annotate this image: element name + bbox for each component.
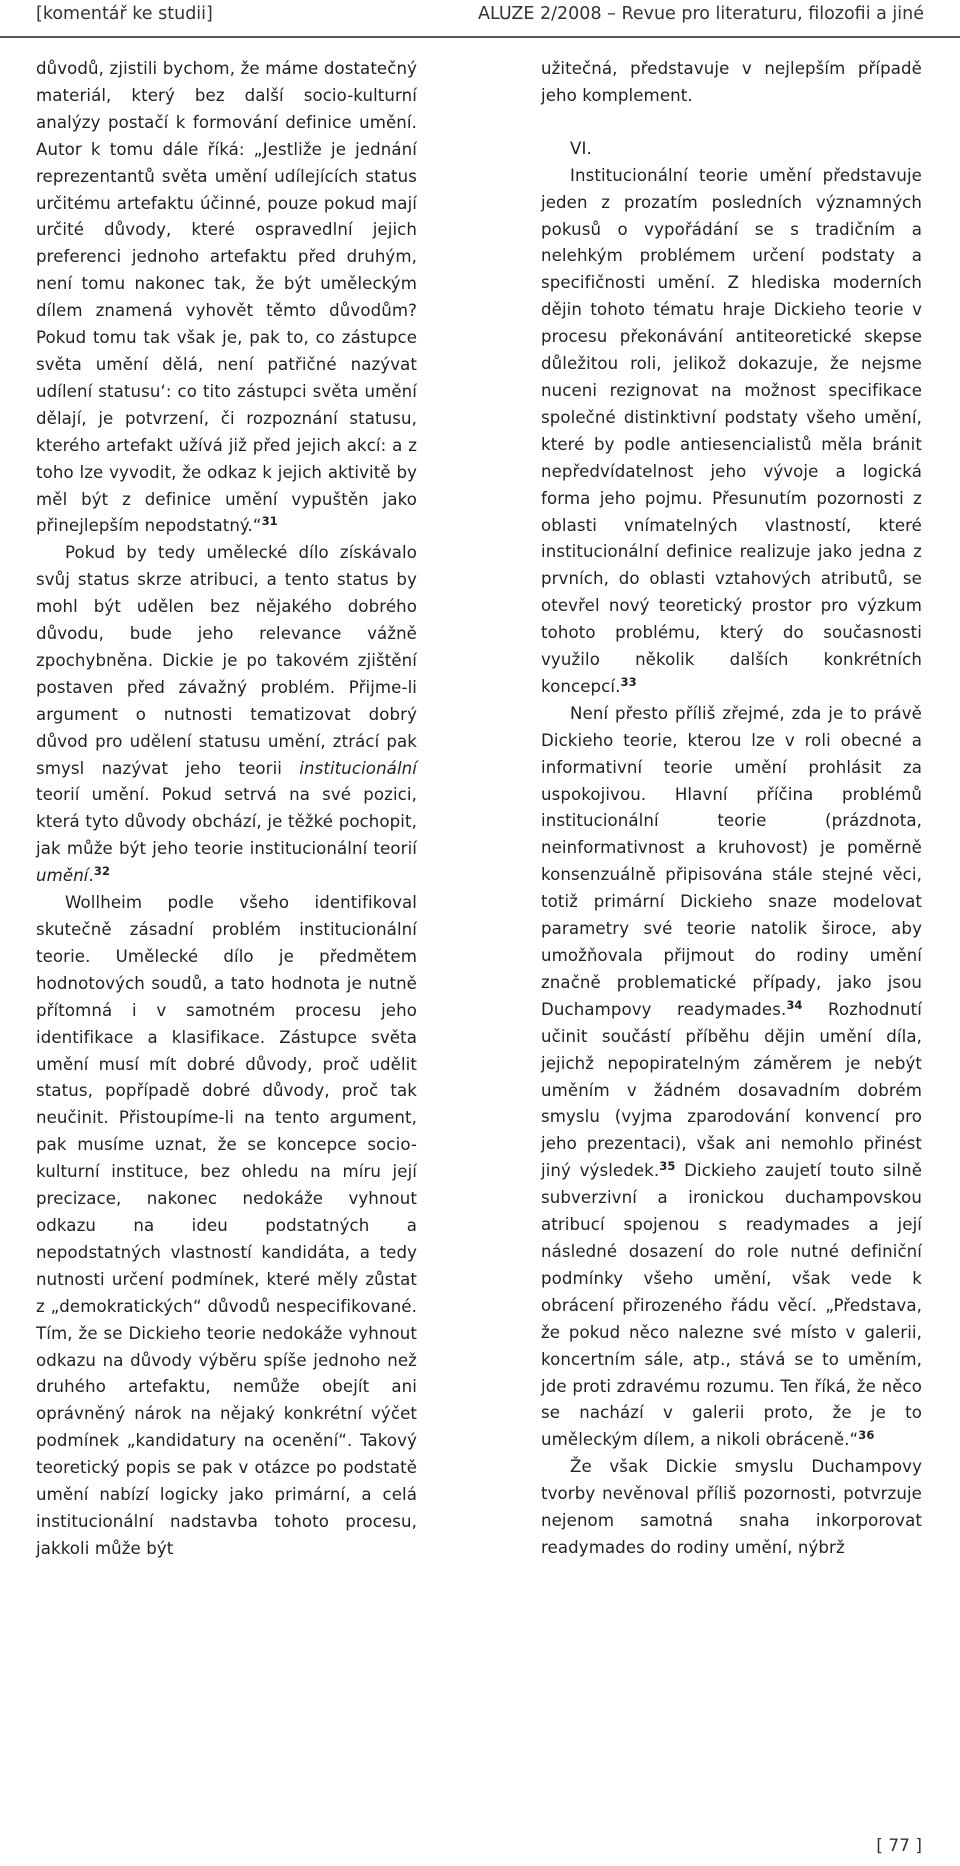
footnote-ref[interactable]: 31 [261, 514, 278, 529]
paragraph: užitečná, představuje v nejlepším případě jeho komplement. [541, 59, 922, 105]
journal-title: ALUZE 2/2008 – Revue pro literaturu, filozofii a jiné [478, 4, 924, 24]
running-header [0, 0, 960, 38]
paragraph: důvodů, zjistili bychom, že máme dostatečný materiál, který bez další socio-kulturní analýzy postačí k formování definice umění. Autor k tomu dále říká: „Jestliže je jednání reprezentantů světa umění udílejících status určitému artefaktu účinné, pouze pokud mají určité důvody, které ospravedlní jejich preferenci jednoho artefaktu před druhým, není tomu nakonec tak, že být uměleckým dílem znamená vyhovět těmto důvodům? Pokud tomu tak však je, pak to, co zástupce světa umění dělá, není patřičné nazývat udílení statusu‘: co tito zástupci světa umění dělají, je potvrzení, či rozpoznání statusu, kterého artefakt užívá již před jejich akcí: a z toho lze vyvodit, že odkaz k jejich aktivitě by měl být z definice umění vypuštěn jako přinejlepším nepodstatný.“$^{31}$ [36, 59, 417, 536]
footnote-ref[interactable]: 35 [659, 1159, 676, 1174]
paragraph: Není přesto příliš zřejmé, zda je to právě Dickieho teorie, kterou lze v roli obecné a informativní teorie umění prohlásit za uspokojivou. Hlavní příčina problémů institucionální teorie (prázdnota, neinformativnost a kruhovost) je poměrně konsenzuálně připisována stále stejné věci, totiž primární Dickieho snaze modelovat parametry své teorie natolik široce, aby umožňovala přijmout do rodiny umění značně problematické případy, jako jsou Duchampovy readymades.$^{34}$ Rozhodnutí učinit součástí příběhu dějin umění díla, jejichž nepopiratelným záměrem je nebýt uměním v žádném dosavadním dobrém smyslu (vyjma zparodování konvencí pro jeho prezentaci), však ani nemohlo přinést jiný výsledek.$^{35}$ Dickieho zaujetí touto silně subverzivní a ironickou duchampovskou atribucí spojenou s readymades a její následné dosazení do role nutné definiční podmínky všeho umění, však vede k obrácení přirozeného řádu věcí. „Představa, že pokud něco nalezne své místo v galerii, koncertním sále, atp., stává se to uměním, jde proti zdravému rozumu. Ten říká, že něco se nachází v galerii proto, že je to uměleckým dílem, a nikoli obráceně.“$^{36}$ [541, 703, 922, 1450]
paragraph: Wollheim podle všeho identifikoval skutečně zásadní problém institucionální teorie. Umělecké dílo je předmětem hodnotových soudů, a tato hodnota je nutně přítomná i v samotném procesu jeho identifikace a klasifikace. Zástupce světa umění musí mít dobré důvody, proč udělit status, popřípadě dobré důvody, proč tak neučinit. Přistoupíme-li na tento argument, pak musíme uznat, že se koncepce socio-kulturní instituce, bez ohledu na míru její precizace, nakonec nedokáže vyhnout odkazu na ideu podstatných a nepodstatných vlastností kandidáta, a tedy nutnosti určení podmínek, které měly zůstat z „demokratických“ důvodů nespecifikované. Tím, že se Dickieho teorie nedokáže vyhnout odkazu na důvody výběru spíše jednoho než druhého artefaktu, nemůže obejít ani oprávněný nárok na nějaký konkrétní výčet podmínek „kandidatury na ocenění“. Takový teoretický popis se pak v otázce po podstatě umění nabízí logicky jako primární, a celá institucionální nadstavba tohoto procesu, jakkoli může být [36, 893, 417, 1558]
section-heading: VI. [570, 138, 592, 158]
paragraph: Institucionální teorie umění představuje jeden z prozatím posledních významných pokusů o vypořádání se s tradičním a nelehkým problémem určení podstaty a specifičnosti umění. Z hlediska moderních dějin tohoto tématu hraje Dickieho teorie v procesu překonávání antiteoretické skepse důležitou roli, jelikož dokazuje, že nejsme nuceni rezignovat na možnost specifikace společné distinktivní podstaty všeho umění, které by podle antiesencialistů měla bránit nepředvídatelnost jeho vývoje a logická forma jeho pojmu. Přesunutím pozornosti z oblasti vnímatelných vlastností, které institucionální definice realizuje jako jedna z prvních, do oblasti vztahových atributů, se otevřel nový teoretický prostor pro výzkum tohoto problému, který do současnosti využilo několik dalších konkrétních koncepcí.$^{33}$ [541, 165, 922, 696]
footnote-ref[interactable]: 33 [620, 674, 637, 689]
footnote-ref[interactable]: 32 [93, 864, 111, 879]
emphasis: umění [36, 866, 89, 886]
footnote-ref[interactable]: 34 [786, 997, 803, 1012]
page-number: [ 77 ] [876, 1836, 922, 1856]
emphasis: institucionální [299, 758, 417, 778]
left-column [36, 56, 417, 1563]
footnote-ref[interactable]: 36 [858, 1428, 875, 1443]
section-label: [komentář ke studii] [36, 4, 213, 24]
paragraph: Pokud by tedy umělecké dílo získávalo svůj status skrze atribuci, a tento status by mohl být udělen bez nějakého dobrého důvodu, bude jeho relevance vážně zpochybněna. Dickie je po takovém zjištění postaven před závažný problém. Přijme-li argument o nutnosti tematizovat dobrý důvod pro udělení statusu umění, ztrácí pak smysl nazývat jeho teorii institucionální teorií umění. Pokud setrvá na své pozici, která tyto důvody obchází, je těžké pochopit, jak může být jeho teorie institucionální teorií umění.$^{32}$ [36, 543, 417, 886]
right-column [541, 56, 922, 1562]
paragraph: Že však Dickie smyslu Duchampovy tvorby nevěnoval příliš pozornosti, potvrzuje nejenom samotná snaha inkorporovat readymades do rodiny umění, nýbrž [541, 1457, 922, 1557]
